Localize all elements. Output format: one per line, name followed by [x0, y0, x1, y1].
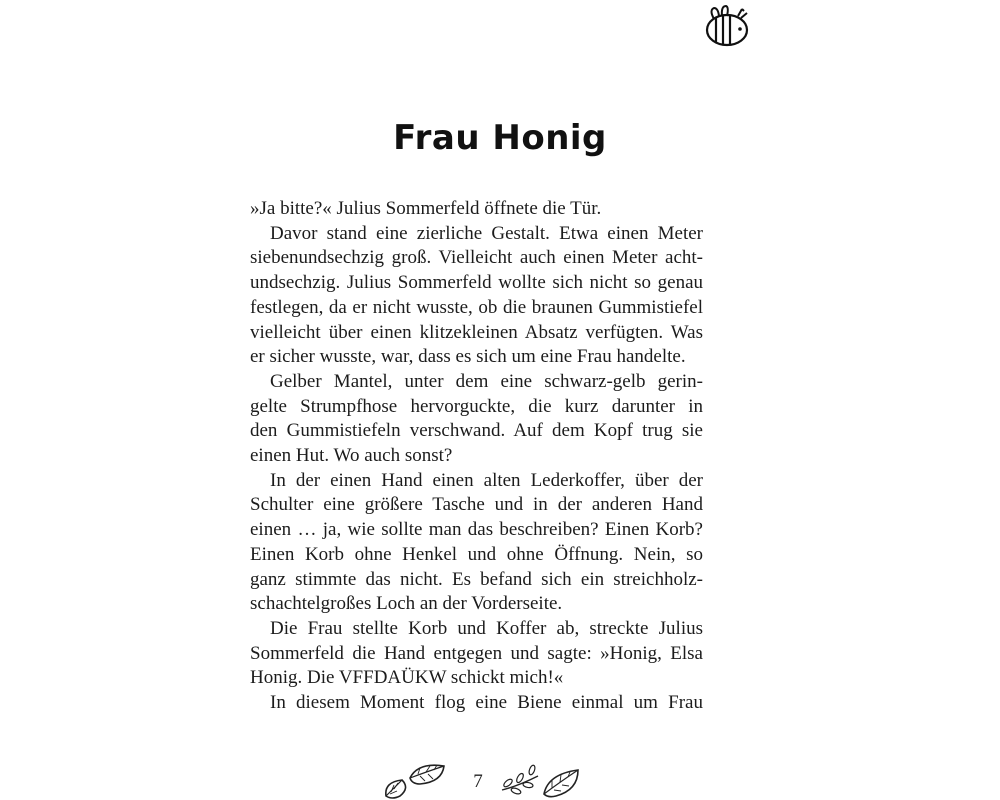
text-line: »Ja bitte?« Julius Sommerfeld öffnete die Tür.: [250, 198, 602, 219]
text-line: er sicher wusste, war, dass es sich um eine Frau handelte.: [250, 346, 686, 368]
text-line: Einen Korb ohne Henkel und ohne Öffnung. Nein, so: [250, 543, 703, 565]
text-line: ganz stimmte das nicht. Es befand sich ein streichholz-: [250, 568, 703, 590]
text-line: einen Hut. Wo auch sonst?: [250, 445, 453, 467]
body-text: [250, 197, 703, 716]
leaves-sprig-icon: [498, 760, 584, 800]
page-number: 7: [473, 771, 483, 792]
text-line: schachtelgroßes Loch an der Vorderseite.: [250, 593, 563, 615]
text-line: Gelber Mantel, unter dem eine schwarz-gelb gerin-: [270, 370, 703, 392]
text-line: undsechzig. Julius Sommerfeld wollte sich nicht so genau: [250, 272, 703, 294]
leaves-icon: [380, 758, 450, 800]
text-line: siebenundsechzig groß. Vielleicht auch einen Meter acht-: [250, 247, 703, 269]
text-line: Die Frau stellte Korb und Koffer ab, streckte Julius: [270, 617, 703, 639]
text-line: Davor stand eine zierliche Gestalt. Etwa einen Meter: [270, 222, 703, 244]
text-line: festlegen, da er nicht wusste, ob die braunen Gummistiefel: [250, 296, 703, 318]
text-line: In diesem Moment flog eine Biene einmal um Frau: [270, 692, 703, 714]
text-line: einen … ja, wie sollte man das beschreiben? Einen Korb?: [250, 519, 703, 541]
text-line: Honig. Die VFFDAÜKW schickt mich!«: [250, 667, 564, 689]
bee-icon: [700, 4, 754, 50]
text-line: Schulter eine größere Tasche und in der anderen Hand: [250, 494, 703, 516]
text-line: den Gummistiefeln verschwand. Auf dem Kopf trug sie: [250, 420, 703, 442]
text-line: In der einen Hand einen alten Lederkoffer, über der: [270, 469, 703, 491]
text-line: gelte Strumpfhose hervorguckte, die kurz darunter in: [250, 395, 703, 417]
text-line: Sommerfeld die Hand entgegen und sagte: »Honig, Elsa: [250, 642, 703, 664]
chapter-title: Frau Honig: [393, 118, 607, 158]
text-line: vielleicht über einen klitzekleinen Absatz verfügten. Was: [250, 321, 703, 343]
